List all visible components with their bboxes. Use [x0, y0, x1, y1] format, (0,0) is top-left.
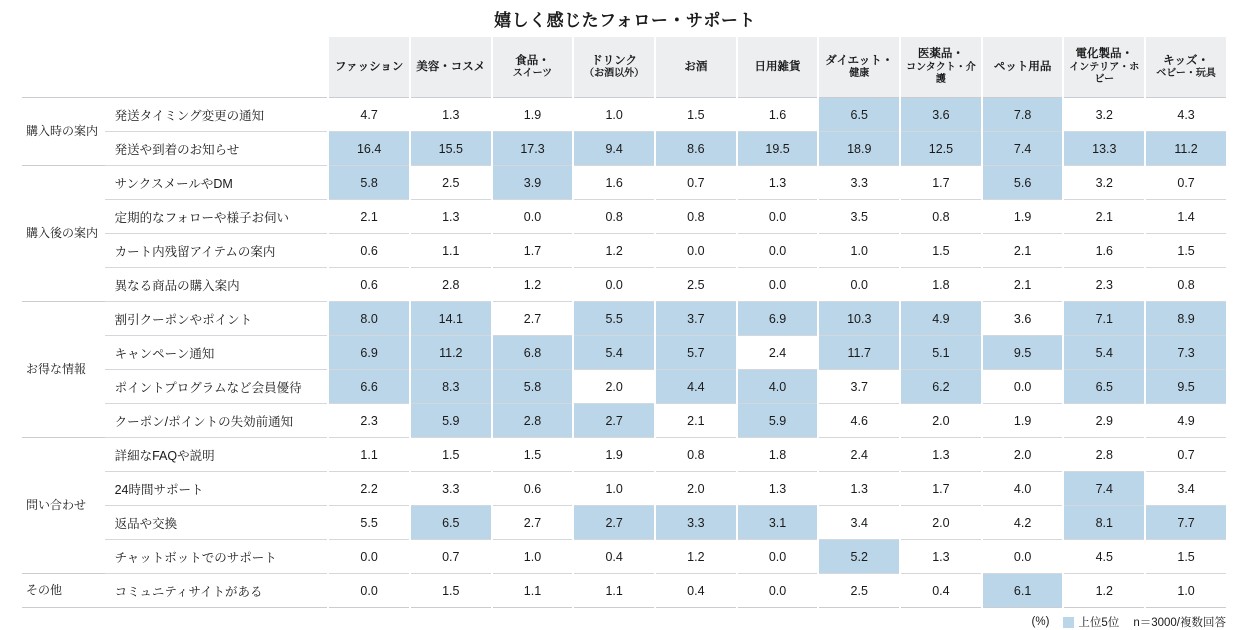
data-cell: 8.1	[1063, 506, 1145, 540]
column-header-label: ダイエット・	[825, 54, 894, 67]
column-header-label: ファッション	[334, 60, 404, 73]
data-cell: 1.8	[737, 438, 819, 472]
row-item-label: 発送や到着のお知らせ	[105, 132, 329, 166]
data-cell: 6.5	[818, 98, 900, 132]
data-cell: 2.9	[1063, 404, 1145, 438]
data-cell: 1.5	[410, 574, 492, 608]
column-header-label: 医薬品・	[917, 48, 964, 61]
data-cell: 0.4	[900, 574, 982, 608]
data-cell: 1.0	[818, 234, 900, 268]
data-cell: 5.4	[573, 336, 655, 370]
data-cell: 12.5	[900, 132, 982, 166]
column-header-10	[1063, 37, 1145, 98]
legend-swatch-icon	[1063, 617, 1074, 628]
column-header-label: お酒	[684, 60, 708, 73]
data-cell: 4.5	[1063, 540, 1145, 574]
data-cell: 0.8	[655, 438, 737, 472]
data-cell: 2.5	[655, 268, 737, 302]
data-cell: 1.6	[737, 98, 819, 132]
column-header-3	[492, 37, 574, 98]
data-cell: 0.7	[410, 540, 492, 574]
data-cell: 1.9	[982, 200, 1064, 234]
table-header	[22, 37, 1227, 98]
data-cell: 5.7	[655, 336, 737, 370]
table-row	[22, 540, 1227, 574]
data-cell: 2.8	[1063, 438, 1145, 472]
column-header-2	[410, 37, 492, 98]
column-header-sublabel: 健康	[849, 67, 870, 79]
data-cell: 1.0	[1145, 574, 1227, 608]
data-cell: 3.3	[655, 506, 737, 540]
row-group-label: その他	[22, 574, 105, 608]
column-header-label: 美容・コスメ	[416, 60, 486, 73]
data-cell: 2.2	[328, 472, 410, 506]
data-cell: 0.6	[492, 472, 574, 506]
data-cell: 6.8	[492, 336, 574, 370]
data-cell: 2.3	[328, 404, 410, 438]
heatmap-table-container	[0, 31, 1250, 608]
data-cell: 2.0	[900, 506, 982, 540]
data-cell: 2.0	[655, 472, 737, 506]
data-cell: 16.4	[328, 132, 410, 166]
data-cell: 1.3	[410, 200, 492, 234]
data-cell: 1.3	[410, 98, 492, 132]
column-header-sublabel: コンタクト・介護	[906, 61, 976, 86]
data-cell: 2.8	[492, 404, 574, 438]
row-item-label: 24時間サポート	[105, 472, 329, 506]
data-cell: 11.2	[410, 336, 492, 370]
page-title: 嬉しく感じたフォロー・サポート	[494, 11, 756, 30]
column-header-6	[737, 37, 819, 98]
data-cell: 4.4	[655, 370, 737, 404]
table-row	[22, 302, 1227, 336]
data-cell: 6.5	[410, 506, 492, 540]
row-group-label: 問い合わせ	[22, 438, 105, 574]
data-cell: 6.5	[1063, 370, 1145, 404]
data-cell: 1.0	[573, 98, 655, 132]
row-item-label: サンクスメールやDM	[105, 166, 329, 200]
data-cell: 2.0	[982, 438, 1064, 472]
data-cell: 1.1	[410, 234, 492, 268]
data-cell: 0.7	[1145, 438, 1227, 472]
data-cell: 2.1	[982, 268, 1064, 302]
column-header-label: 電化製品・	[1075, 48, 1134, 61]
table-row	[22, 234, 1227, 268]
data-cell: 0.0	[982, 540, 1064, 574]
row-item-label: チャットボットでのサポート	[105, 540, 329, 574]
data-cell: 2.4	[818, 438, 900, 472]
data-cell: 7.3	[1145, 336, 1227, 370]
corner-cell	[22, 37, 105, 98]
data-cell: 3.6	[982, 302, 1064, 336]
data-cell: 8.0	[328, 302, 410, 336]
data-cell: 10.3	[818, 302, 900, 336]
row-item-label: 返品や交換	[105, 506, 329, 540]
data-cell: 1.5	[492, 438, 574, 472]
data-cell: 3.4	[1145, 472, 1227, 506]
column-header-8	[900, 37, 982, 98]
row-item-label: 定期的なフォローや様子お伺い	[105, 200, 329, 234]
data-cell: 1.9	[982, 404, 1064, 438]
data-cell: 1.3	[900, 438, 982, 472]
data-cell: 4.7	[328, 98, 410, 132]
table-row	[22, 336, 1227, 370]
data-cell: 2.1	[1063, 200, 1145, 234]
column-header-sublabel: スイーツ	[512, 67, 553, 79]
data-cell: 7.7	[1145, 506, 1227, 540]
data-cell: 1.4	[1145, 200, 1227, 234]
data-cell: 3.7	[655, 302, 737, 336]
data-cell: 4.0	[982, 472, 1064, 506]
data-cell: 7.1	[1063, 302, 1145, 336]
data-cell: 6.9	[737, 302, 819, 336]
data-cell: 3.2	[1063, 166, 1145, 200]
data-cell: 7.4	[1063, 472, 1145, 506]
table-row	[22, 404, 1227, 438]
data-cell: 1.0	[573, 472, 655, 506]
data-cell: 1.3	[818, 472, 900, 506]
data-cell: 4.3	[1145, 98, 1227, 132]
data-cell: 5.4	[1063, 336, 1145, 370]
row-item-label: 発送タイミング変更の通知	[105, 98, 329, 132]
data-cell: 6.2	[900, 370, 982, 404]
data-cell: 1.9	[492, 98, 574, 132]
data-cell: 0.0	[492, 200, 574, 234]
column-header-9	[982, 37, 1064, 98]
row-item-label: ポイントプログラムなど会員優待	[105, 370, 329, 404]
data-cell: 3.3	[818, 166, 900, 200]
data-cell: 0.6	[328, 268, 410, 302]
table-row	[22, 506, 1227, 540]
data-cell: 14.1	[410, 302, 492, 336]
data-cell: 1.5	[655, 98, 737, 132]
data-cell: 0.7	[1145, 166, 1227, 200]
data-cell: 2.4	[737, 336, 819, 370]
table-row	[22, 472, 1227, 506]
heatmap-table	[22, 37, 1228, 608]
data-cell: 1.6	[1063, 234, 1145, 268]
data-cell: 2.7	[573, 404, 655, 438]
data-cell: 6.9	[328, 336, 410, 370]
data-cell: 1.5	[1145, 234, 1227, 268]
row-item-label: キャンペーン通知	[105, 336, 329, 370]
data-cell: 8.9	[1145, 302, 1227, 336]
data-cell: 0.0	[737, 268, 819, 302]
data-cell: 0.8	[655, 200, 737, 234]
data-cell: 0.0	[737, 200, 819, 234]
unit-label: (%)	[1031, 616, 1050, 628]
data-cell: 6.1	[982, 574, 1064, 608]
data-cell: 5.5	[573, 302, 655, 336]
data-cell: 3.4	[818, 506, 900, 540]
column-header-4	[573, 37, 655, 98]
corner-cell-item	[105, 37, 329, 98]
data-cell: 0.0	[737, 540, 819, 574]
data-cell: 2.7	[492, 506, 574, 540]
data-cell: 0.6	[328, 234, 410, 268]
data-cell: 1.2	[492, 268, 574, 302]
data-cell: 9.5	[1145, 370, 1227, 404]
column-header-label: 食品・	[515, 54, 550, 67]
data-cell: 1.0	[492, 540, 574, 574]
data-cell: 8.6	[655, 132, 737, 166]
data-cell: 2.7	[492, 302, 574, 336]
data-cell: 1.3	[737, 166, 819, 200]
column-header-1	[328, 37, 410, 98]
table-row	[22, 268, 1227, 302]
row-group-label: 購入後の案内	[22, 166, 105, 302]
data-cell: 1.7	[492, 234, 574, 268]
column-header-sublabel: インテリア・ホビー	[1069, 61, 1140, 86]
column-header-7	[818, 37, 900, 98]
data-cell: 1.5	[1145, 540, 1227, 574]
data-cell: 3.6	[900, 98, 982, 132]
data-cell: 2.3	[1063, 268, 1145, 302]
data-cell: 0.0	[737, 234, 819, 268]
data-cell: 3.1	[737, 506, 819, 540]
data-cell: 3.5	[818, 200, 900, 234]
data-cell: 5.2	[818, 540, 900, 574]
data-cell: 1.7	[900, 472, 982, 506]
data-cell: 4.9	[900, 302, 982, 336]
column-header-label: 日用雑貨	[754, 60, 801, 73]
data-cell: 4.2	[982, 506, 1064, 540]
header-row	[22, 37, 1227, 98]
table-row	[22, 132, 1227, 166]
data-cell: 2.1	[328, 200, 410, 234]
row-item-label: 割引クーポンやポイント	[105, 302, 329, 336]
data-cell: 0.8	[1145, 268, 1227, 302]
data-cell: 1.2	[573, 234, 655, 268]
data-cell: 1.7	[900, 166, 982, 200]
chart-footer	[0, 614, 1250, 630]
data-cell: 1.1	[573, 574, 655, 608]
data-cell: 1.1	[492, 574, 574, 608]
row-item-label: 異なる商品の購入案内	[105, 268, 329, 302]
data-cell: 0.0	[982, 370, 1064, 404]
data-cell: 7.4	[982, 132, 1064, 166]
data-cell: 0.0	[573, 268, 655, 302]
data-cell: 4.6	[818, 404, 900, 438]
data-cell: 17.3	[492, 132, 574, 166]
data-cell: 5.1	[900, 336, 982, 370]
column-header-label: キッズ・	[1163, 54, 1209, 67]
data-cell: 2.0	[573, 370, 655, 404]
table-row	[22, 200, 1227, 234]
data-cell: 2.8	[410, 268, 492, 302]
table-body	[22, 98, 1227, 608]
data-cell: 0.4	[573, 540, 655, 574]
data-cell: 6.6	[328, 370, 410, 404]
data-cell: 0.0	[328, 574, 410, 608]
sample-note: n＝3000/複数回答	[1133, 617, 1226, 629]
data-cell: 11.2	[1145, 132, 1227, 166]
data-cell: 9.5	[982, 336, 1064, 370]
data-cell: 2.1	[655, 404, 737, 438]
data-cell: 8.3	[410, 370, 492, 404]
data-cell: 4.9	[1145, 404, 1227, 438]
data-cell: 15.5	[410, 132, 492, 166]
data-cell: 1.9	[573, 438, 655, 472]
column-header-5	[655, 37, 737, 98]
data-cell: 2.5	[818, 574, 900, 608]
table-row	[22, 370, 1227, 404]
data-cell: 3.2	[1063, 98, 1145, 132]
data-cell: 0.0	[818, 268, 900, 302]
data-cell: 0.8	[900, 200, 982, 234]
data-cell: 2.5	[410, 166, 492, 200]
row-group-label: 購入時の案内	[22, 98, 105, 166]
data-cell: 13.3	[1063, 132, 1145, 166]
legend-label: 上位5位	[1078, 617, 1120, 629]
data-cell: 5.6	[982, 166, 1064, 200]
data-cell: 0.7	[655, 166, 737, 200]
data-cell: 3.3	[410, 472, 492, 506]
data-cell: 11.7	[818, 336, 900, 370]
data-cell: 4.0	[737, 370, 819, 404]
data-cell: 7.8	[982, 98, 1064, 132]
data-cell: 0.0	[328, 540, 410, 574]
data-cell: 2.0	[900, 404, 982, 438]
data-cell: 1.2	[655, 540, 737, 574]
data-cell: 1.3	[737, 472, 819, 506]
data-cell: 3.9	[492, 166, 574, 200]
row-item-label: コミュニティサイトがある	[105, 574, 329, 608]
data-cell: 5.9	[737, 404, 819, 438]
data-cell: 18.9	[818, 132, 900, 166]
data-cell: 5.8	[328, 166, 410, 200]
data-cell: 5.8	[492, 370, 574, 404]
data-cell: 0.4	[655, 574, 737, 608]
data-cell: 2.7	[573, 506, 655, 540]
table-row	[22, 166, 1227, 200]
column-header-label: ペット用品	[993, 60, 1052, 73]
data-cell: 1.3	[900, 540, 982, 574]
data-cell: 0.0	[655, 234, 737, 268]
data-cell: 19.5	[737, 132, 819, 166]
data-cell: 1.2	[1063, 574, 1145, 608]
data-cell: 3.7	[818, 370, 900, 404]
data-cell: 2.1	[982, 234, 1064, 268]
data-cell: 0.0	[737, 574, 819, 608]
data-cell: 1.5	[410, 438, 492, 472]
table-row	[22, 98, 1227, 132]
row-item-label: 詳細なFAQや説明	[105, 438, 329, 472]
data-cell: 1.8	[900, 268, 982, 302]
table-row	[22, 574, 1227, 608]
data-cell: 9.4	[573, 132, 655, 166]
row-group-label: お得な情報	[22, 302, 105, 438]
row-item-label: カート内残留アイテムの案内	[105, 234, 329, 268]
data-cell: 1.5	[900, 234, 982, 268]
legend	[1063, 614, 1119, 630]
column-header-11	[1145, 37, 1227, 98]
data-cell: 0.8	[573, 200, 655, 234]
data-cell: 1.1	[328, 438, 410, 472]
column-header-sublabel: （お酒以外）	[584, 67, 645, 79]
data-cell: 5.9	[410, 404, 492, 438]
data-cell: 1.6	[573, 166, 655, 200]
table-row	[22, 438, 1227, 472]
data-cell: 5.5	[328, 506, 410, 540]
column-header-label: ドリンク	[591, 54, 638, 67]
column-header-sublabel: ベビー・玩具	[1156, 67, 1216, 79]
row-item-label: クーポン/ポイントの失効前通知	[105, 404, 329, 438]
